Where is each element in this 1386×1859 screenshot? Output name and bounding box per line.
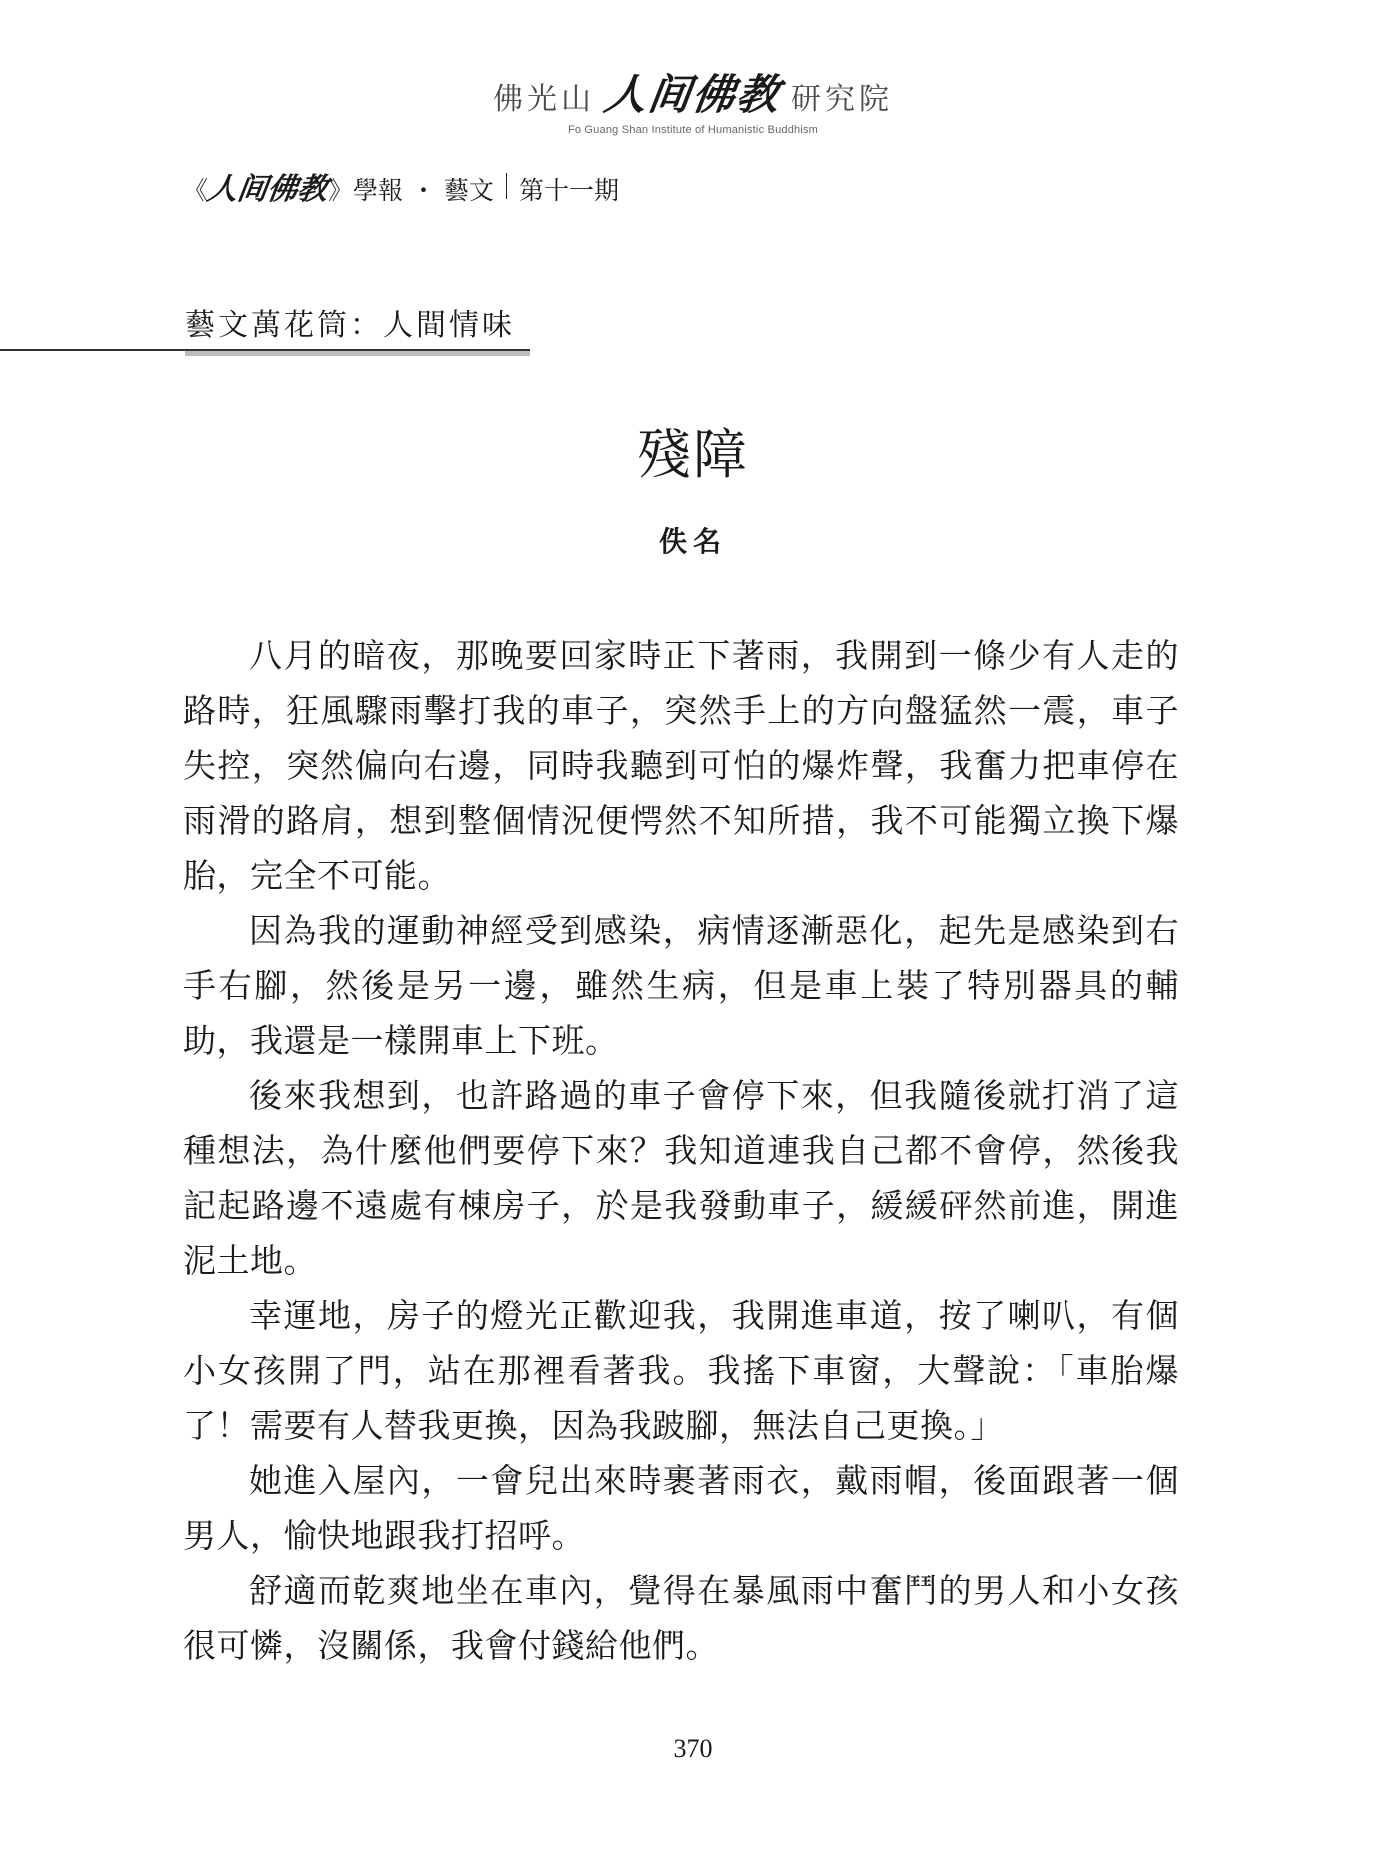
page-number: 370: [673, 1734, 713, 1763]
paragraph: 八月的暗夜，那晚要回家時正下著雨，我開到一條少有人走的路時，狂風驟雨擊打我的車子，突然手上的方向盤猛然一震，車子失控，突然偏向右邊，同時我聽到可怕的爆炸聲，我奮力把車停在雨滑的路肩，想到整個情況便愕然不知所措，我不可能獨立換下爆胎，完全不可能。: [183, 636, 1179, 895]
institute-header: [0, 62, 1386, 136]
journal-divider: [506, 173, 507, 199]
institute-name-left: 佛光山: [492, 82, 595, 117]
article-body: [183, 628, 1179, 1673]
journal-header: [183, 164, 619, 208]
paragraph: 幸運地，房子的燈光正歡迎我，我開進車道，按了喇叭，有個小女孩開了門，站在那裡看著我。我搖下車窗，大聲說：「車胎爆了！需要有人替我更換，因為我跛腳，無法自己更換。」: [183, 1296, 1179, 1445]
article-author: 佚名: [658, 525, 727, 558]
paragraph: 因為我的運動神經受到感染，病情逐漸惡化，起先是感染到右手右腳，然後是另一邊，雖然生病，但是車上裝了特別器具的輔助，我還是一樣開車上下班。: [183, 911, 1179, 1060]
journal-name: 人间佛教: [205, 172, 330, 207]
journal-open-bracket: 《: [183, 176, 209, 205]
journal-subtitle: 學報 ・ 藝文: [353, 176, 494, 205]
paragraph: 她進入屋內，一會兒出來時裹著雨衣，戴雨帽，後面跟著一個男人，愉快地跟我打招呼。: [183, 1461, 1179, 1555]
journal-issue: 第十一期: [518, 176, 619, 205]
institute-logo-text: 人间佛教: [601, 70, 785, 119]
institute-name-right: 研究院: [791, 82, 893, 117]
article-title: 殘障: [637, 423, 749, 486]
institute-name: [493, 62, 893, 122]
section-heading: 藝文萬花筒：人間情味: [185, 308, 515, 343]
institute-english-name: Fo Guang Shan Institute of Humanistic Buddhism: [567, 124, 819, 136]
journal-close-bracket: 》: [328, 176, 354, 205]
section-underline: [185, 351, 530, 356]
paragraph: 舒適而乾爽地坐在車內，覺得在暴風雨中奮鬥的男人和小女孩很可憐，沒關係，我會付錢給他們。: [183, 1571, 1179, 1665]
paragraph: 後來我想到，也許路過的車子會停下來，但我隨後就打消了這種想法，為什麼他們要停下來？我知道連我自己都不會停，然後我記起路邊不遠處有棟房子，於是我發動車子，緩緩砰然前進，開進泥土地。: [183, 1076, 1179, 1280]
